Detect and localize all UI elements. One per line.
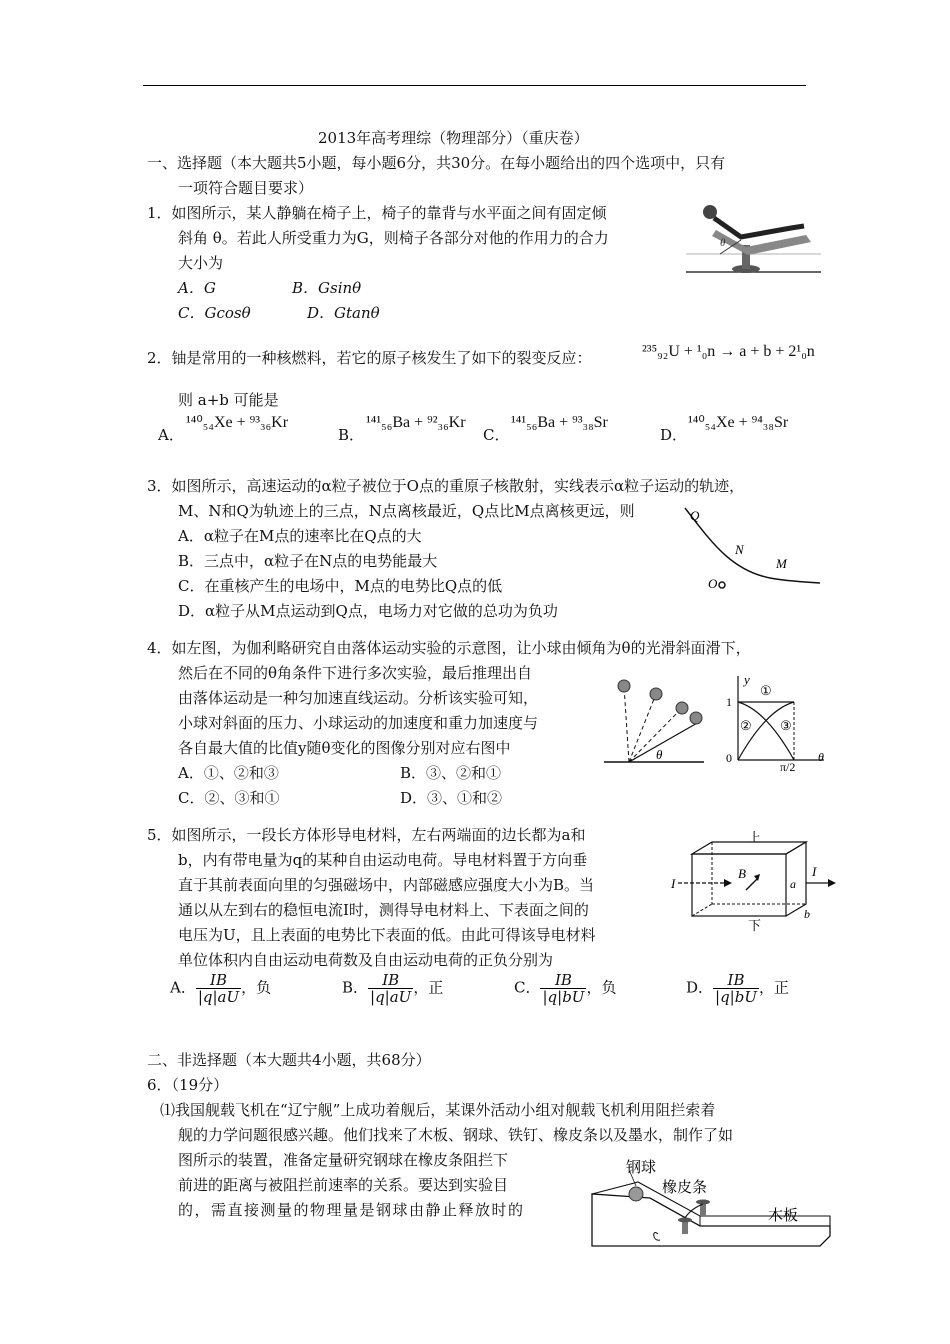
q6-line3: 图所示的装置，准备定量研究钢球在橡皮条阻拦下 <box>178 1151 509 1169</box>
section1-heading: 一、选择题（本大题共5小题，每小题6分，共30分。在每小题给出的四个选项中，只有 <box>147 154 726 172</box>
q6-fig-ball-label: 钢球 <box>626 1160 657 1176</box>
q5-option-d-sign: ，正 <box>758 978 789 997</box>
q5-line3: 直于其前表面向里的匀强磁场中，内部磁感应强度大小为B。当 <box>178 876 595 894</box>
q5-option-a-denominator: |q|aU <box>197 988 240 1006</box>
q4-option-a: A．①、②和③ <box>178 764 279 782</box>
q3-option-d: D．α粒子从M点运动到Q点，电场力对它做的总功为负功 <box>178 602 558 620</box>
q3-line2: M、N和Q为轨迹上的三点，N点离核最近，Q点比M点离核更远，则 <box>178 502 635 520</box>
q5-fig-i-left: I <box>671 876 676 891</box>
q4-curve-2-label: ② <box>740 718 752 733</box>
q5-line6: 单位体积内自由运动电荷数及自由运动电荷的正负分别为 <box>178 951 554 969</box>
q5-option-d-label: D． <box>686 978 714 997</box>
q4-line4: 小球对斜面的压力、小球运动的加速度和重力加速度与 <box>178 714 539 732</box>
q2-option-d: ¹⁴⁰₅₄Xe + ⁹⁴₃₈Sr <box>688 414 789 431</box>
q5-option-b-numerator: IB <box>368 972 413 989</box>
q5-option-c-fraction <box>540 972 586 1005</box>
section1-heading-cont: 一项符合题目要求） <box>178 179 314 197</box>
recliner-figure <box>686 190 826 280</box>
q3-line1: 3．如图所示，高速运动的α粒子被位于O点的重原子核散射，实线表示α粒子运动的轨迹， <box>147 477 745 495</box>
q1-line3: 大小为 <box>178 254 224 272</box>
q4-graph-pi2: π/2 <box>780 760 796 774</box>
q5-option-b <box>342 972 443 1005</box>
q5-option-b-sign: ，正 <box>413 978 444 997</box>
q6-line4: 前进的距离与被阻拦前速率的关系。要达到实验目 <box>178 1176 509 1194</box>
q5-option-a <box>170 972 271 1005</box>
q2-option-c-label: C． <box>483 426 510 444</box>
q5-option-c-numerator: IB <box>540 972 586 989</box>
q5-option-a-numerator: IB <box>196 972 241 989</box>
q4-line5: 各自最大值的比值y随θ变化的图像分别对应右图中 <box>178 739 511 757</box>
ratio-graph <box>722 672 832 772</box>
page-title: 2013年高考理综（物理部分）（重庆卷） <box>318 129 589 147</box>
q5-fig-top: 上 <box>748 830 762 845</box>
q3-fig-m: M <box>776 556 787 571</box>
q2-option-b: ¹⁴¹₅₆Ba + ⁹²₃₆Kr <box>366 414 466 431</box>
q4-graph-y: y <box>744 672 750 687</box>
q4-option-d: D．③、①和② <box>400 789 503 807</box>
q5-option-c-denominator: |q|bU <box>542 988 585 1006</box>
q4-curve-3-label: ③ <box>780 718 792 733</box>
q2-line2: 则 a+b 可能是 <box>178 391 279 409</box>
top-rule <box>143 85 806 86</box>
q3-fig-q: Q <box>690 508 700 523</box>
q4-line1: 4．如左图，为伽利略研究自由落体运动实验的示意图，让小球由倾角为θ的光滑斜面滑下， <box>147 639 751 657</box>
q5-option-c <box>514 972 616 1005</box>
q6-line2: 舰的力学问题很感兴趣。他们找来了木板、钢球、铁钉、橡皮条以及墨水，制作了如 <box>178 1126 734 1144</box>
q1-option-c: C．Gcosθ <box>178 304 251 322</box>
q5-line1: 5．如图所示，一段长方体形导电材料，左右两端面的边长都为a和 <box>147 826 586 844</box>
q5-option-a-label: A． <box>170 978 196 997</box>
q1-line1: 1．如图所示，某人静躺在椅子上，椅子的靠背与水平面之间有固定倾 <box>147 204 607 222</box>
q2-reaction: ²³⁵₉₂U + ¹₀n → a + b + 2¹₀n <box>642 343 815 360</box>
q4-graph-one: 1 <box>726 695 732 709</box>
q5-fig-a: a <box>790 877 796 891</box>
q6-fig-rubber-label: 橡皮条 <box>662 1180 708 1196</box>
q5-option-d-fraction <box>713 972 759 1005</box>
q1-fig-theta: θ <box>720 237 726 249</box>
q5-option-c-sign: ，负 <box>586 978 617 997</box>
q3-fig-n: N <box>735 542 744 557</box>
q5-option-b-label: B． <box>342 978 369 997</box>
q1-option-d: D．Gtanθ <box>307 304 380 322</box>
q4-option-b: B．③、②和① <box>400 764 502 782</box>
q2-option-a-label: A． <box>158 426 184 444</box>
incline-figure <box>604 672 709 767</box>
section2-heading: 二、非选择题（本大题共4小题，共68分） <box>147 1051 431 1069</box>
rubber-band-apparatus-figure <box>590 1158 835 1248</box>
q5-option-a-sign: ，负 <box>241 978 272 997</box>
q5-line4: 通以从左到右的稳恒电流I时，测得导电材料上、下表面之间的 <box>178 901 589 919</box>
q3-option-c: C．在重核产生的电场中，M点的电势比Q点的低 <box>178 577 503 595</box>
q5-line5: 电压为U，且上表面的电势比下表面的低。由此可得该导电材料 <box>178 926 596 944</box>
q1-line2: 斜角 θ。若此人所受重力为G，则椅子各部分对他的作用力的合力 <box>178 229 609 247</box>
q4-graph-theta: θ <box>818 750 824 764</box>
q4-incline-theta: θ <box>656 747 663 762</box>
scattering-figure <box>680 500 830 600</box>
q2-option-d-label: D． <box>660 426 688 444</box>
q2-option-b-label: B． <box>338 426 365 444</box>
q3-fig-o: O <box>708 576 718 591</box>
q4-curve-1-label: ① <box>760 683 772 698</box>
q5-option-b-fraction <box>368 972 413 1005</box>
q3-option-b: B．三点中，α粒子在N点的电势能最大 <box>178 552 438 570</box>
q4-line2: 然后在不同的θ角条件下进行多次实验，最后推理出自 <box>178 664 533 682</box>
q1-option-b: B．Gsinθ <box>292 279 362 297</box>
q4-option-c: C．②、③和① <box>178 789 280 807</box>
q6-fig-board-label: 木板 <box>768 1208 799 1224</box>
q5-option-a-fraction <box>196 972 241 1005</box>
q5-option-d-numerator: IB <box>713 972 759 989</box>
q5-option-b-denominator: |q|aU <box>370 988 412 1006</box>
q6-line5: 的，需直接测量的物理量是钢球由静止释放时的 <box>178 1201 525 1219</box>
q5-fig-b: b <box>804 907 810 921</box>
conductor-block-figure <box>668 828 838 938</box>
q2-line1: 2．铀是常用的一种核燃料，若它的原子核发生了如下的裂变反应： <box>147 349 592 367</box>
q5-option-d-denominator: |q|bU <box>715 988 757 1006</box>
q6-line1: ⑴我国舰载飞机在“辽宁舰”上成功着舰后，某课外活动小组对舰载飞机利用阻拦索着 <box>160 1101 716 1119</box>
q1-option-a: A．G <box>178 279 216 297</box>
q5-fig-b-field: B <box>738 866 746 881</box>
q5-line2: b，内有带电量为q的某种自由运动电荷。导电材料置于方向垂 <box>178 851 588 869</box>
q2-option-c: ¹⁴¹₅₆Ba + ⁹³₃₈Sr <box>511 414 608 431</box>
q5-fig-i-right: I <box>812 864 817 879</box>
q5-option-d <box>686 972 789 1005</box>
q4-line3: 由落体运动是一种匀加速直线运动。分析该实验可知， <box>178 689 539 707</box>
q4-graph-zero: 0 <box>726 751 732 765</box>
q6-head: 6．（19分） <box>147 1076 229 1094</box>
q3-option-a: A．α粒子在M点的速率比在Q点的大 <box>178 527 422 545</box>
q2-option-a: ¹⁴⁰₅₄Xe + ⁹³₃₆Kr <box>186 414 289 431</box>
q5-option-c-label: C． <box>514 978 541 997</box>
q5-fig-bottom: 下 <box>748 918 762 933</box>
